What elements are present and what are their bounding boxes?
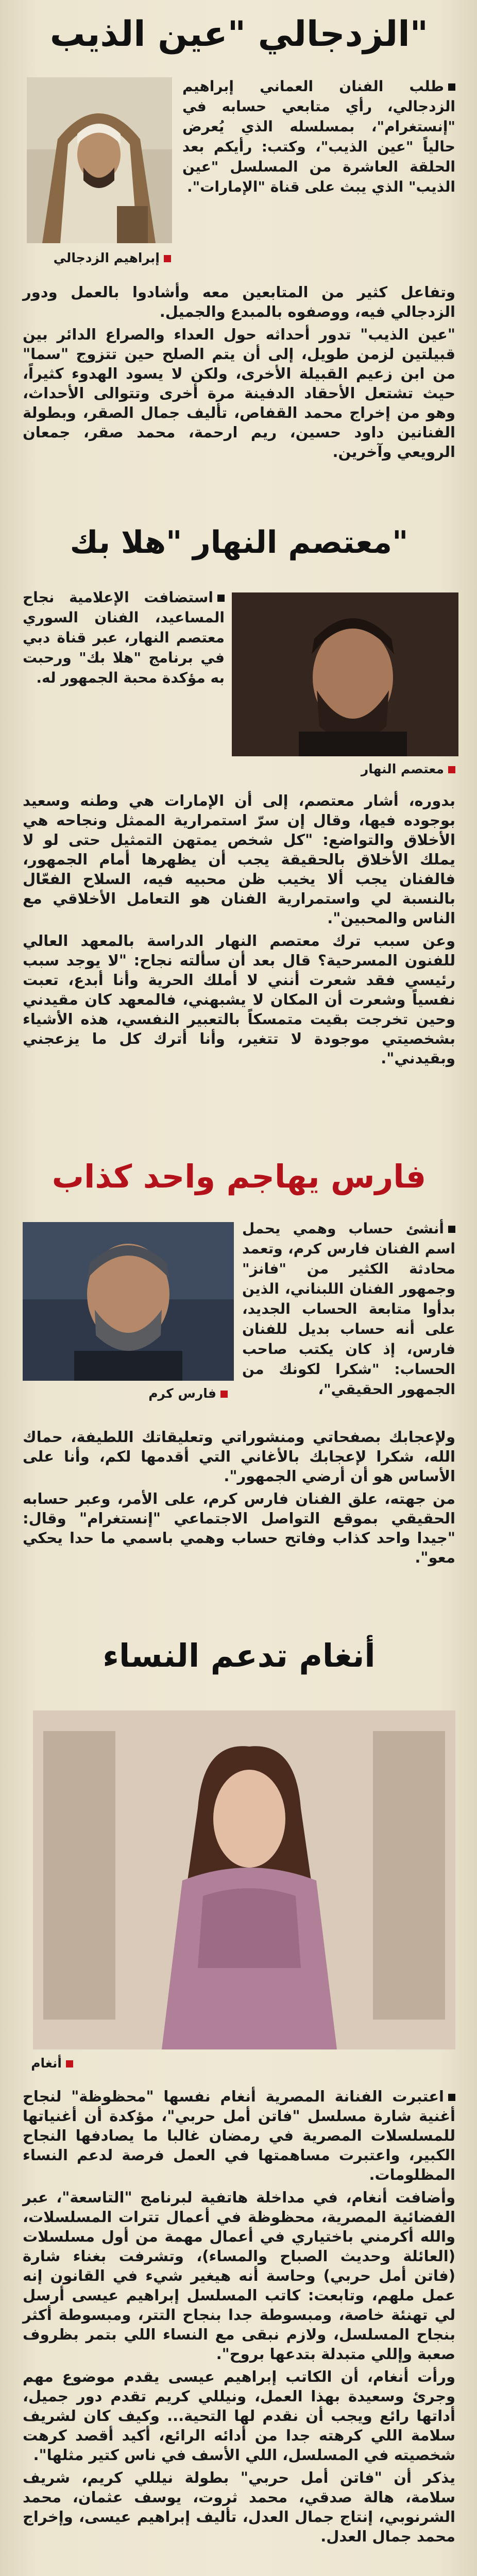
photo-caption-angham — [31, 2056, 73, 2071]
zadjali-para-1: وتفاعل كثير من المتابعين معه وأشادوا بالعمل ودور الزدجالي فيه، ووصفوه بالمبدع والجميل. — [23, 283, 455, 320]
fares-intro-text: أنشئ حساب وهمي يحمل اسم الفنان فارس كرم، وتعمد محادثة الكثير من "فانز" وجمهور الفنان اللبناني، الذين بدأوا متابعة الحساب الجديد، على أنه حساب بديل للفنان فارس، إذ كان يكتب صاحب الحساب: "شكرا لكونك من الجمهور الحقيقي"، — [242, 1220, 455, 1398]
headline-fares: فارس يهاجم واحد كذاب — [52, 1158, 427, 1195]
headline-zadjali: الزدجالي "عين الذيب" — [49, 14, 429, 55]
headline-moatasem: معتصم النهار "هلا بك" — [70, 524, 408, 561]
caption-text: فارس كرم — [148, 1386, 216, 1401]
paragraph-marker-icon — [448, 2094, 455, 2101]
photo-fares-karam — [23, 1222, 234, 1381]
zadjali-para-2: "عين الذيب" تدور أحداثه حول العداء والصراع الدائر بين قبيلتين لزمن طويل، إلى أن يتم الصلح حين تتزوج "سما" من ابن زعيم القبيلة الأخرى، ولكن لا يسود الهدوء كثيراً، حيث تشتعل الأحقاد الدفينة مرة أخرى وتتوالى الأحداث، وهو من إخراج محمد القفاص، تأليف جمال الصقر، وبطولة الفنانين داود حسين، ريم ارحمة، محمد صقر، جمعان الرويعي وآخرين. — [23, 326, 455, 461]
photo-caption-moatasem — [361, 761, 455, 776]
article-angham-body — [23, 2087, 455, 2549]
angham-para-4: يذكر أن "فاتن أمل حربي" بطولة نيللي كريم، شريف سلامة، هالة صدقي، محمد ثروت، يوسف عثمان، محمد الشرنوبي، إنتاج جمال العدل، تأليف إبراهيم عيسى، وإخراج محمد جمال العدل. — [23, 2469, 455, 2545]
caption-text: إبراهيم الزدجالي — [53, 250, 160, 265]
moatasem-para-1: بدوره، أشار معتصم، إلى أن الإمارات هي وطنه وسعيد بوجوده فيها، وقال إن سرّ استمرارية الممثل ونجاحه هي الأخلاق والتواضع: "كل شخص يمتهن التمثيل حتى لو لا يملك الأخلاق بالحقيقة يجب أن يظهرها أمام الجمهور، فالفنان يجب ألا يخيب ظن محبيه فيه، السلاح الفعّال بالنسبة لي واستمرارية الفنان هو التعامل الأخلاقي مع الناس والمحبين". — [23, 792, 455, 927]
caption-marker-icon — [448, 766, 455, 773]
photo-angham — [33, 1710, 455, 2049]
article-fares-intro — [242, 1218, 455, 1399]
angham-para-3: ورأت أنغام، أن الكاتب إبراهيم عيسى يقدم موضوع مهم وجرئ وسعيدة بهذا العمل، ونيللي كريم تقدم دور جميل، أداتها رائع ويجب أن نقدم لها التحية... وكيف كان لشريف سلامة اللي كرهته جدا من أدائه الرائع، أكيد أقصد كرهت شخصيته في المسلسل، اللي الأسف في ناس كتير مثلها". — [23, 2368, 455, 2464]
paragraph-marker-icon — [217, 595, 225, 602]
headline-angham: أنغام تدعم النساء — [103, 1637, 376, 1674]
fares-para-2: من جهته، علق الفنان فارس كرم، على الأمر، وعبر حسابه الحقيقي بموقع التواصل الاجتماعي "إنستغرام" وقال: "جيدا واحد كذاب وفاتح حساب وهمي باسمي ما حدا يحكي معو". — [23, 1490, 455, 1566]
article-moatasem-intro — [23, 587, 225, 688]
caption-text: أنغام — [31, 2056, 62, 2071]
caption-text: معتصم النهار — [361, 761, 444, 776]
photo-caption-zadjali — [54, 250, 171, 265]
angham-para-2: وأضافت أنغام، في مداخلة هاتفية لبرنامج "التاسعة"، عبر الفضائية المصرية، محظوظة في أعمال تترات المسلسلات، والله أكرمني باختياري في أعمال مهمة من أول مسلسلات (العائلة وحديث الصباح والمساء)، وتشرفت بغناء شارة (فاتن أمل حربي) وحاسة أنه هيغير شيء في القانون إنه عمل ملهم، وتابعت: كاتب المسلسل إبراهيم عيسى أرسل لي تهنئة خاصة، ومبسوطة جدا بنجاح التتر، ومبسوطة أكثر بنجاح المسلسل، ولازم نبقى مع النساء اللي بتمر بظروف صعبة وإللي متبدلة بتدعها بروح". — [23, 2189, 455, 2363]
angham-para-1 — [23, 2087, 455, 2184]
caption-marker-icon — [66, 2060, 73, 2067]
article-moatasem-body — [23, 791, 455, 1071]
fares-para-1: ولإعجابك بصفحاتي ومنشوراتي وتعليقاتك اللطيفة، حماك الله، شكرا لإعجابك بالأغاني التي أقدمها لكم، وأنا على الأساس هو أن أرضي الجمهور". — [23, 1428, 455, 1485]
moatasem-intro-text: استضافت الإعلامية نجاح المساعيد، الفنان السوري معتصم النهار، عبر قناة دبي في برنامج "هلا بك" ورحبت به مؤكدة محبة الجمهور له. — [23, 589, 225, 686]
caption-marker-icon — [220, 1391, 228, 1398]
article-zadjali-intro — [182, 76, 455, 197]
photo-ibrahim-zadjali — [27, 77, 172, 243]
angham-para-1-text: اعتبرت الفنانة المصرية أنغام نفسها "محظوظة" لنجاح أغنية شارة مسلسل "فاتن أمل حربي"، مؤكدة أن أغنياتها للمسلسلات المصرية في رمضان غالبا ما يصادفها النجاح الكبير، واعتبرت مساهمتها في العمل فرصة لدعم النساء المظلومات. — [23, 2088, 455, 2183]
photo-caption-fares — [148, 1386, 228, 1401]
paragraph-marker-icon — [448, 1226, 455, 1233]
caption-marker-icon — [164, 255, 171, 262]
article-zadjali-body — [23, 282, 455, 465]
paragraph-marker-icon — [448, 83, 455, 91]
photo-moatasem-alnahar — [232, 592, 458, 756]
article-fares-body — [23, 1427, 455, 1570]
moatasem-para-2: وعن سبب ترك معتصم النهار الدراسة بالمعهد العالي للفنون المسرحية؟ قال بعد أن سألته نجاح: "لا يوجد سبب رئيسي فقد شعرت أنني لا أملك الحرية وأنا أبدع، تعبت نفسياً وشعرت أن المكان لا يشبهني، فالمعهد كان مقيدني وحين تخرجت بقيت متمسكاً بالتعبير النفسي، هذه الأشياء بشخصيتي موجودة لا تتغير، وأنا أترك كل ما يزعجني وبقيدني". — [23, 932, 455, 1067]
zadjali-intro-text: طلب الفنان العماني إبراهيم الزدجالي، رأي متابعي حسابه في "إنستغرام"، بمسلسله الذي يُعرض حالياً "عين الذيب"، وكتب: رأيكم بعد الحلقة العاشرة من المسلسل "عين الذيب" الذي يبث على قناة "الإمارات". — [182, 78, 455, 195]
